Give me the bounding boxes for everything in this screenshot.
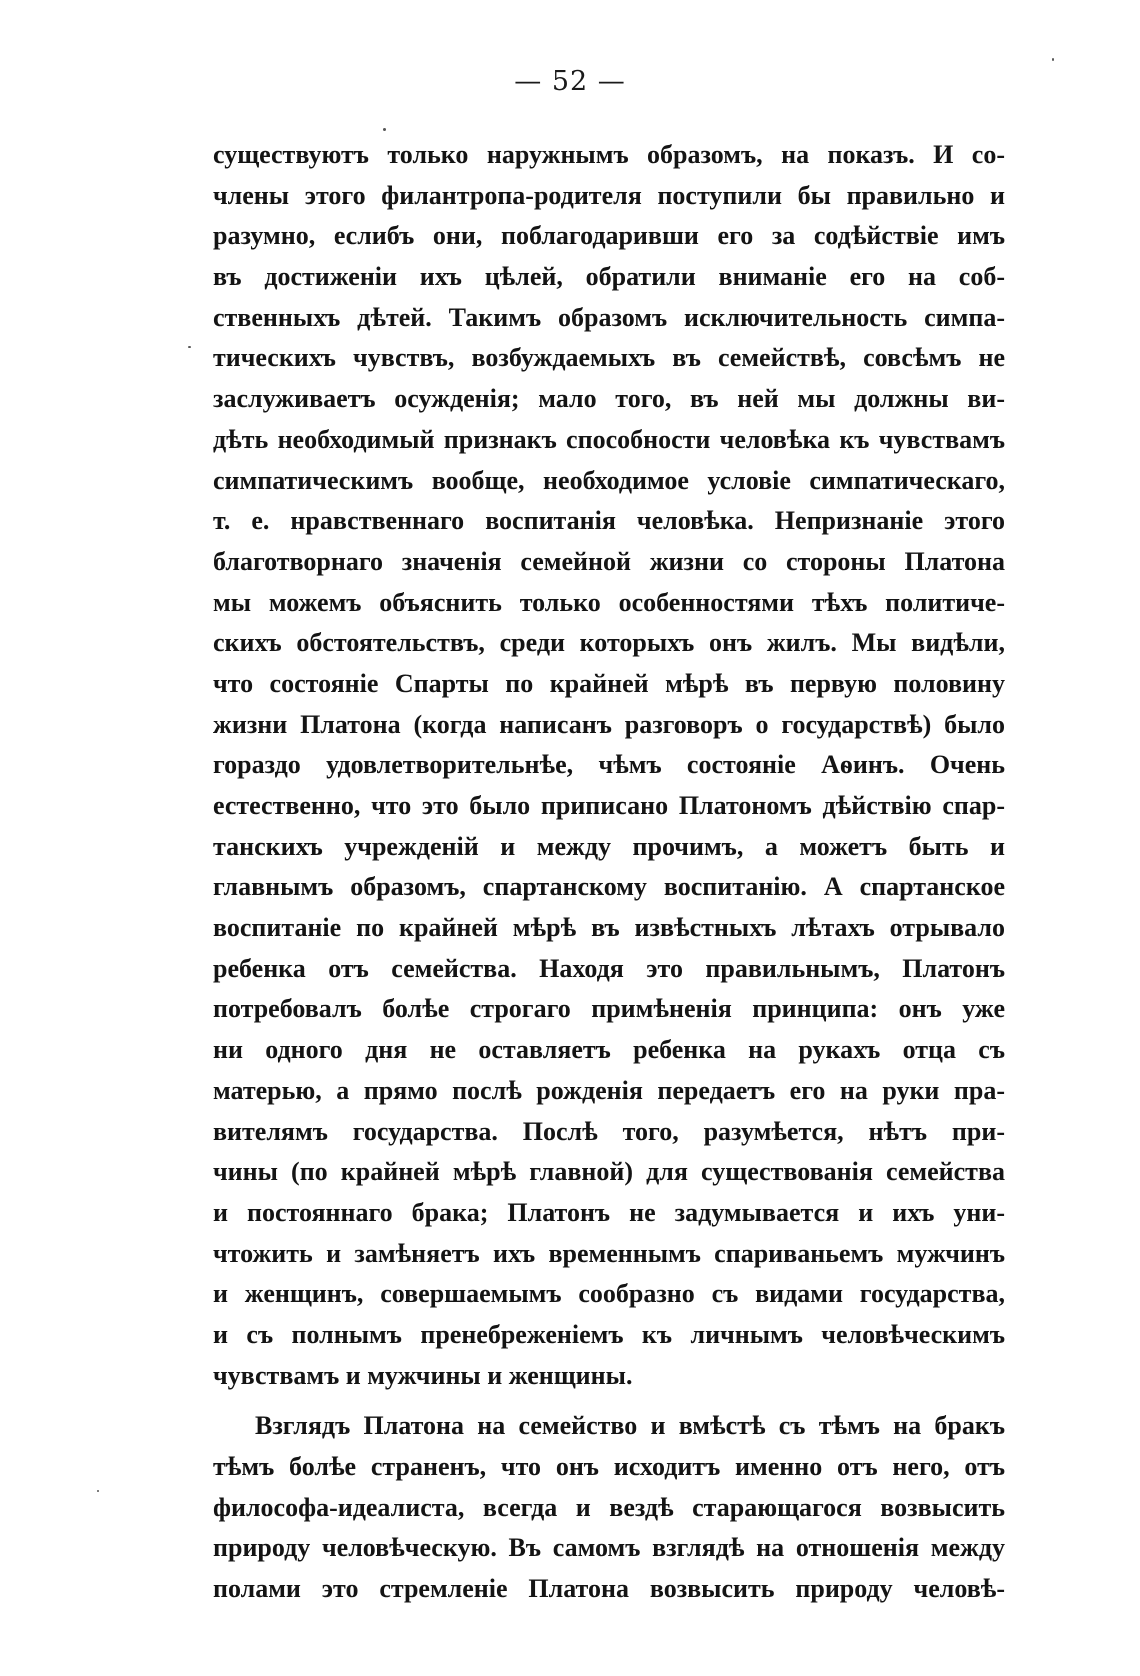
- scan-speck: [1052, 58, 1054, 61]
- text-line: гораздо удовлетворительнѣе, чѣмъ состояніе Аѳинъ. Очень: [213, 750, 1005, 780]
- text-line: чтожить и замѣняетъ ихъ временнымъ спариваньемъ мужчинъ: [213, 1238, 1005, 1268]
- text-line: тическихъ чувствъ, возбуждаемыхъ въ семействѣ, совсѣмъ не: [213, 343, 1005, 373]
- text-line: и съ полнымъ пренебреженіемъ къ личнымъ человѣческимъ: [213, 1319, 1005, 1349]
- text-line: ственныхъ дѣтей. Такимъ образомъ исключительность симпа-: [213, 302, 1005, 332]
- paragraph: [213, 1406, 1005, 1609]
- page-number: — 52 —: [514, 66, 626, 97]
- text-line: полами это стремленіе Платона возвысить природу человѣ-: [213, 1574, 1005, 1604]
- text-line: тѣмъ болѣе страненъ, что онъ исходитъ именно отъ него, отъ: [213, 1452, 1005, 1481]
- text-line: т. е. нравственнаго воспитанія человѣка. Непризнаніе этого: [213, 506, 1005, 536]
- text-line: благотворнаго значенія семейной жизни со стороны Платона: [213, 546, 1005, 576]
- text-line: разумно, еслибъ они, поблагодаривши его за содѣйствіе имъ: [213, 221, 1005, 251]
- scan-speck: [383, 128, 386, 131]
- text-line: мы можемъ объяснить только особенностями тѣхъ политиче-: [213, 587, 1005, 617]
- text-line: главнымъ образомъ, спартанскому воспитанію. А спартанское: [213, 872, 1005, 902]
- text-line: матерью, а прямо послѣ рожденія передаетъ его на руки пра-: [213, 1075, 1005, 1105]
- scan-speck: [97, 1490, 99, 1492]
- text-line: жизни Платона (когда написанъ разговоръ о государствѣ) было: [213, 709, 1005, 739]
- text-line: скихъ обстоятельствъ, среди которыхъ онъ жилъ. Мы видѣли,: [213, 628, 1005, 658]
- text-line: природу человѣческую. Въ самомъ взглядѣ на отношенія между: [213, 1533, 1005, 1563]
- text-line: заслуживаетъ осужденія; мало того, въ ней мы должны ви-: [213, 384, 1005, 414]
- text-line: танскихъ учрежденій и между прочимъ, а можетъ быть и: [213, 831, 1005, 861]
- text-line: ни одного дня не оставляетъ ребенка на рукахъ отца съ: [213, 1035, 1005, 1065]
- text-line: существуютъ только наружнымъ образомъ, на показъ. И со-: [213, 140, 1005, 169]
- paragraph: [213, 135, 1005, 1396]
- body-text: [213, 135, 1005, 1610]
- text-line: ребенка отъ семейства. Находя это правильнымъ, Платонъ: [213, 953, 1005, 983]
- text-line: симпатическимъ вообще, необходимое условіе симпатическаго,: [213, 465, 1005, 495]
- paragraph-gap: [213, 1396, 1005, 1406]
- scan-speck: [188, 346, 191, 348]
- text-line: воспитаніе по крайней мѣрѣ въ извѣстныхъ лѣтахъ отрывало: [213, 913, 1005, 943]
- text-line: естественно, что это было приписано Платономъ дѣйствію спар-: [213, 791, 1005, 820]
- text-line: вителямъ государства. Послѣ того, разумѣется, нѣтъ при-: [213, 1116, 1005, 1146]
- text-line: члены этого филантропа-родителя поступили бы правильно и: [213, 180, 1005, 210]
- text-line: потребовалъ болѣе строгаго примѣненія принципа: онъ уже: [213, 994, 1005, 1024]
- text-line: и женщинъ, совершаемымъ сообразно съ видами государства,: [213, 1279, 1005, 1309]
- text-line: чувствамъ и мужчины и женщины.: [213, 1360, 633, 1390]
- text-line: Взглядъ Платона на семейство и вмѣстѣ съ тѣмъ на бракъ: [255, 1411, 1005, 1441]
- text-line: философа-идеалиста, всегда и вездѣ старающагося возвысить: [213, 1492, 1005, 1522]
- text-line: и постояннаго брака; Платонъ не задумывается и ихъ уни-: [213, 1197, 1005, 1227]
- text-line: что состояніе Спарты по крайней мѣрѣ въ первую половину: [213, 668, 1005, 698]
- text-line: въ достиженіи ихъ цѣлей, обратили вниманіе его на соб-: [213, 262, 1005, 292]
- text-line: чины (по крайней мѣрѣ главной) для существованія семейства: [213, 1157, 1005, 1187]
- text-line: дѣть необходимый признакъ способности человѣка къ чувствамъ: [213, 424, 1005, 454]
